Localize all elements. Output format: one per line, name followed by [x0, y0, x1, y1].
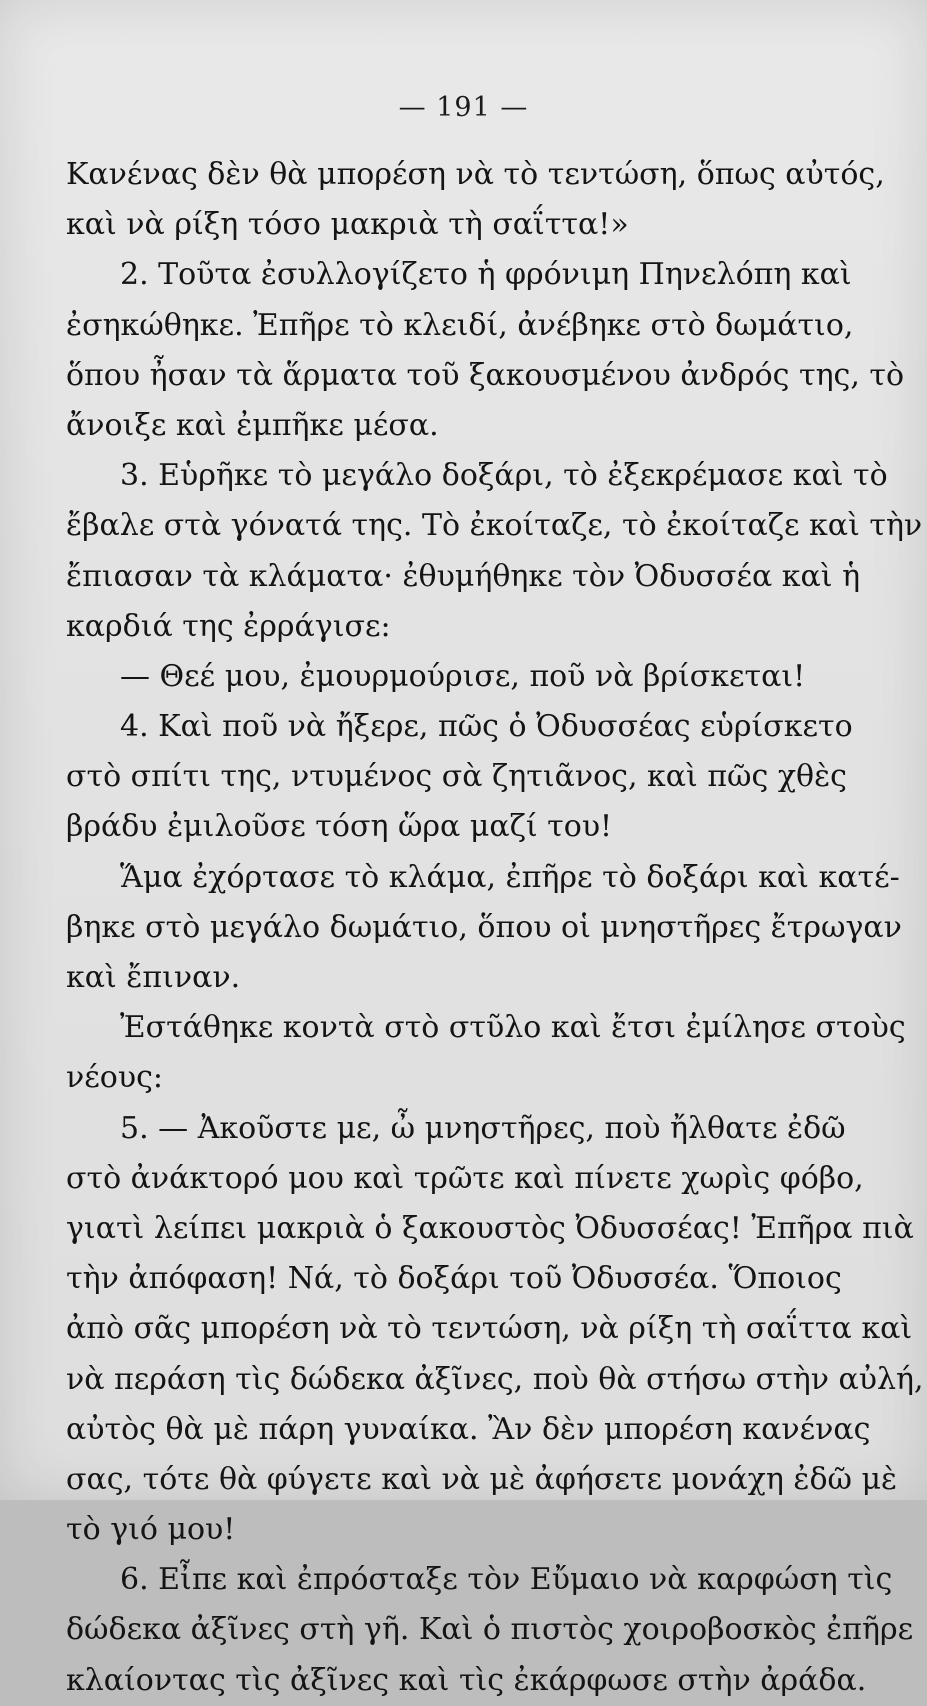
text-line: 3. Εὑρῆκε τὸ μεγάλο δοξάρι, τὸ ἐξεκρέμασε καὶ τὸ [120, 458, 888, 494]
text-line: 2. Τοῦτα ἐσυλλογίζετο ἡ φρόνιμη Πηνελόπη καὶ [120, 257, 852, 293]
text-line: ἀπὸ σᾶς μπορέση νὰ τὸ τεντώση, νὰ ρίξη τὴ σαΐττα καὶ [66, 1311, 913, 1347]
text-line: ὅπου ἦσαν τὰ ἅρματα τοῦ ξακουσμένου ἀνδρός της, τὸ [66, 357, 905, 393]
text-line: νέους: [66, 1060, 163, 1096]
text-line: νὰ περάση τὶς δώδεκα ἀξῖνες, ποὺ θὰ στήσω στὴν αὐλή, [66, 1361, 924, 1397]
text-line: στὸ ἀνάκτορό μου καὶ τρῶτε καὶ πίνετε χωρὶς φόβο, [66, 1160, 864, 1196]
text-line: τὸ γιό μου! [66, 1512, 236, 1548]
text-line: τὴν ἀπόφαση! Νά, τὸ δοξάρι τοῦ Ὀδυσσέα. Ὅποιος [66, 1261, 842, 1297]
text-line: κλαίοντας τὶς ἀξῖνες καὶ τὶς ἐκάρφωσε στὴν ἀράδα. [66, 1662, 867, 1698]
text-line: ἐσηκώθηκε. Ἐπῆρε τὸ κλειδί, ἀνέβηκε στὸ δωμάτιο, [66, 307, 854, 343]
text-line: 6. Εἶπε καὶ ἐπρόσταξε τὸν Εὔμαιο νὰ καρφώση τὶς [120, 1562, 893, 1598]
text-line: στὸ σπίτι της, ντυμένος σὰ ζητιᾶνος, καὶ πῶς χθὲς [66, 759, 847, 795]
text-line: Ἐστάθηκε κοντὰ στὸ στῦλο καὶ ἔτσι ἐμίλησε στοὺς [120, 1010, 906, 1046]
text-line: ἔβαλε στὰ γόνατά της. Τὸ ἐκοίταζε, τὸ ἐκοίταζε καὶ τὴν [66, 508, 923, 544]
text-line: καρδιά της ἐρράγισε: [66, 608, 391, 644]
text-line: βράδυ ἐμιλοῦσε τόση ὥρα μαζί του! [66, 809, 613, 845]
body-text [66, 150, 924, 1706]
text-line: 4. Καὶ ποῦ νὰ ἤξερε, πῶς ὁ Ὀδυσσέας εὑρίσκετο [120, 709, 853, 745]
text-line: βηκε στὸ μεγάλο δωμάτιο, ὅπου οἱ μνηστῆρες ἔτρωγαν [66, 909, 902, 945]
text-line: ἄνοιξε καὶ ἐμπῆκε μέσα. [66, 407, 439, 443]
text-line: αὐτὸς θὰ μὲ πάρη γυναίκα. Ἂν δὲν μπορέση κανένας [66, 1411, 871, 1447]
text-line: σας, τότε θὰ φύγετε καὶ νὰ μὲ ἀφήσετε μονάχη ἐδῶ μὲ [66, 1461, 898, 1497]
text-line: ἔπιασαν τὰ κλάματα· ἐθυμήθηκε τὸν Ὀδυσσέα καὶ ἡ [66, 558, 861, 594]
text-line: γιατὶ λείπει μακριὰ ὁ ξακουστὸς Ὀδυσσέας! Ἐπῆρα πιὰ [66, 1210, 914, 1246]
text-line: — Θεέ μου, ἐμουρμούρισε, ποῦ νὰ βρίσκεται! [120, 658, 806, 694]
text-line: 5. — Ἀκοῦστε με, ὦ μνηστῆρες, ποὺ ἤλθατε ἐδῶ [120, 1110, 846, 1146]
text-line: δώδεκα ἀξῖνες στὴ γῆ. Καὶ ὁ πιστὸς χοιροβοσκὸς ἐπῆρε [66, 1612, 914, 1648]
text-line: Ἅμα ἐχόρτασε τὸ κλάμα, ἐπῆρε τὸ δοξάρι καὶ κατέ- [120, 859, 900, 895]
text-line: καὶ ἔπιναν. [66, 960, 241, 995]
text-line: καὶ νὰ ρίξη τόσο μακριὰ τὴ σαΐττα!» [66, 207, 629, 243]
text-line: Κανένας δὲν θὰ μπορέση νὰ τὸ τεντώση, ὅπως αὐτός, [66, 157, 885, 192]
page-number: — 191 — [398, 92, 529, 123]
